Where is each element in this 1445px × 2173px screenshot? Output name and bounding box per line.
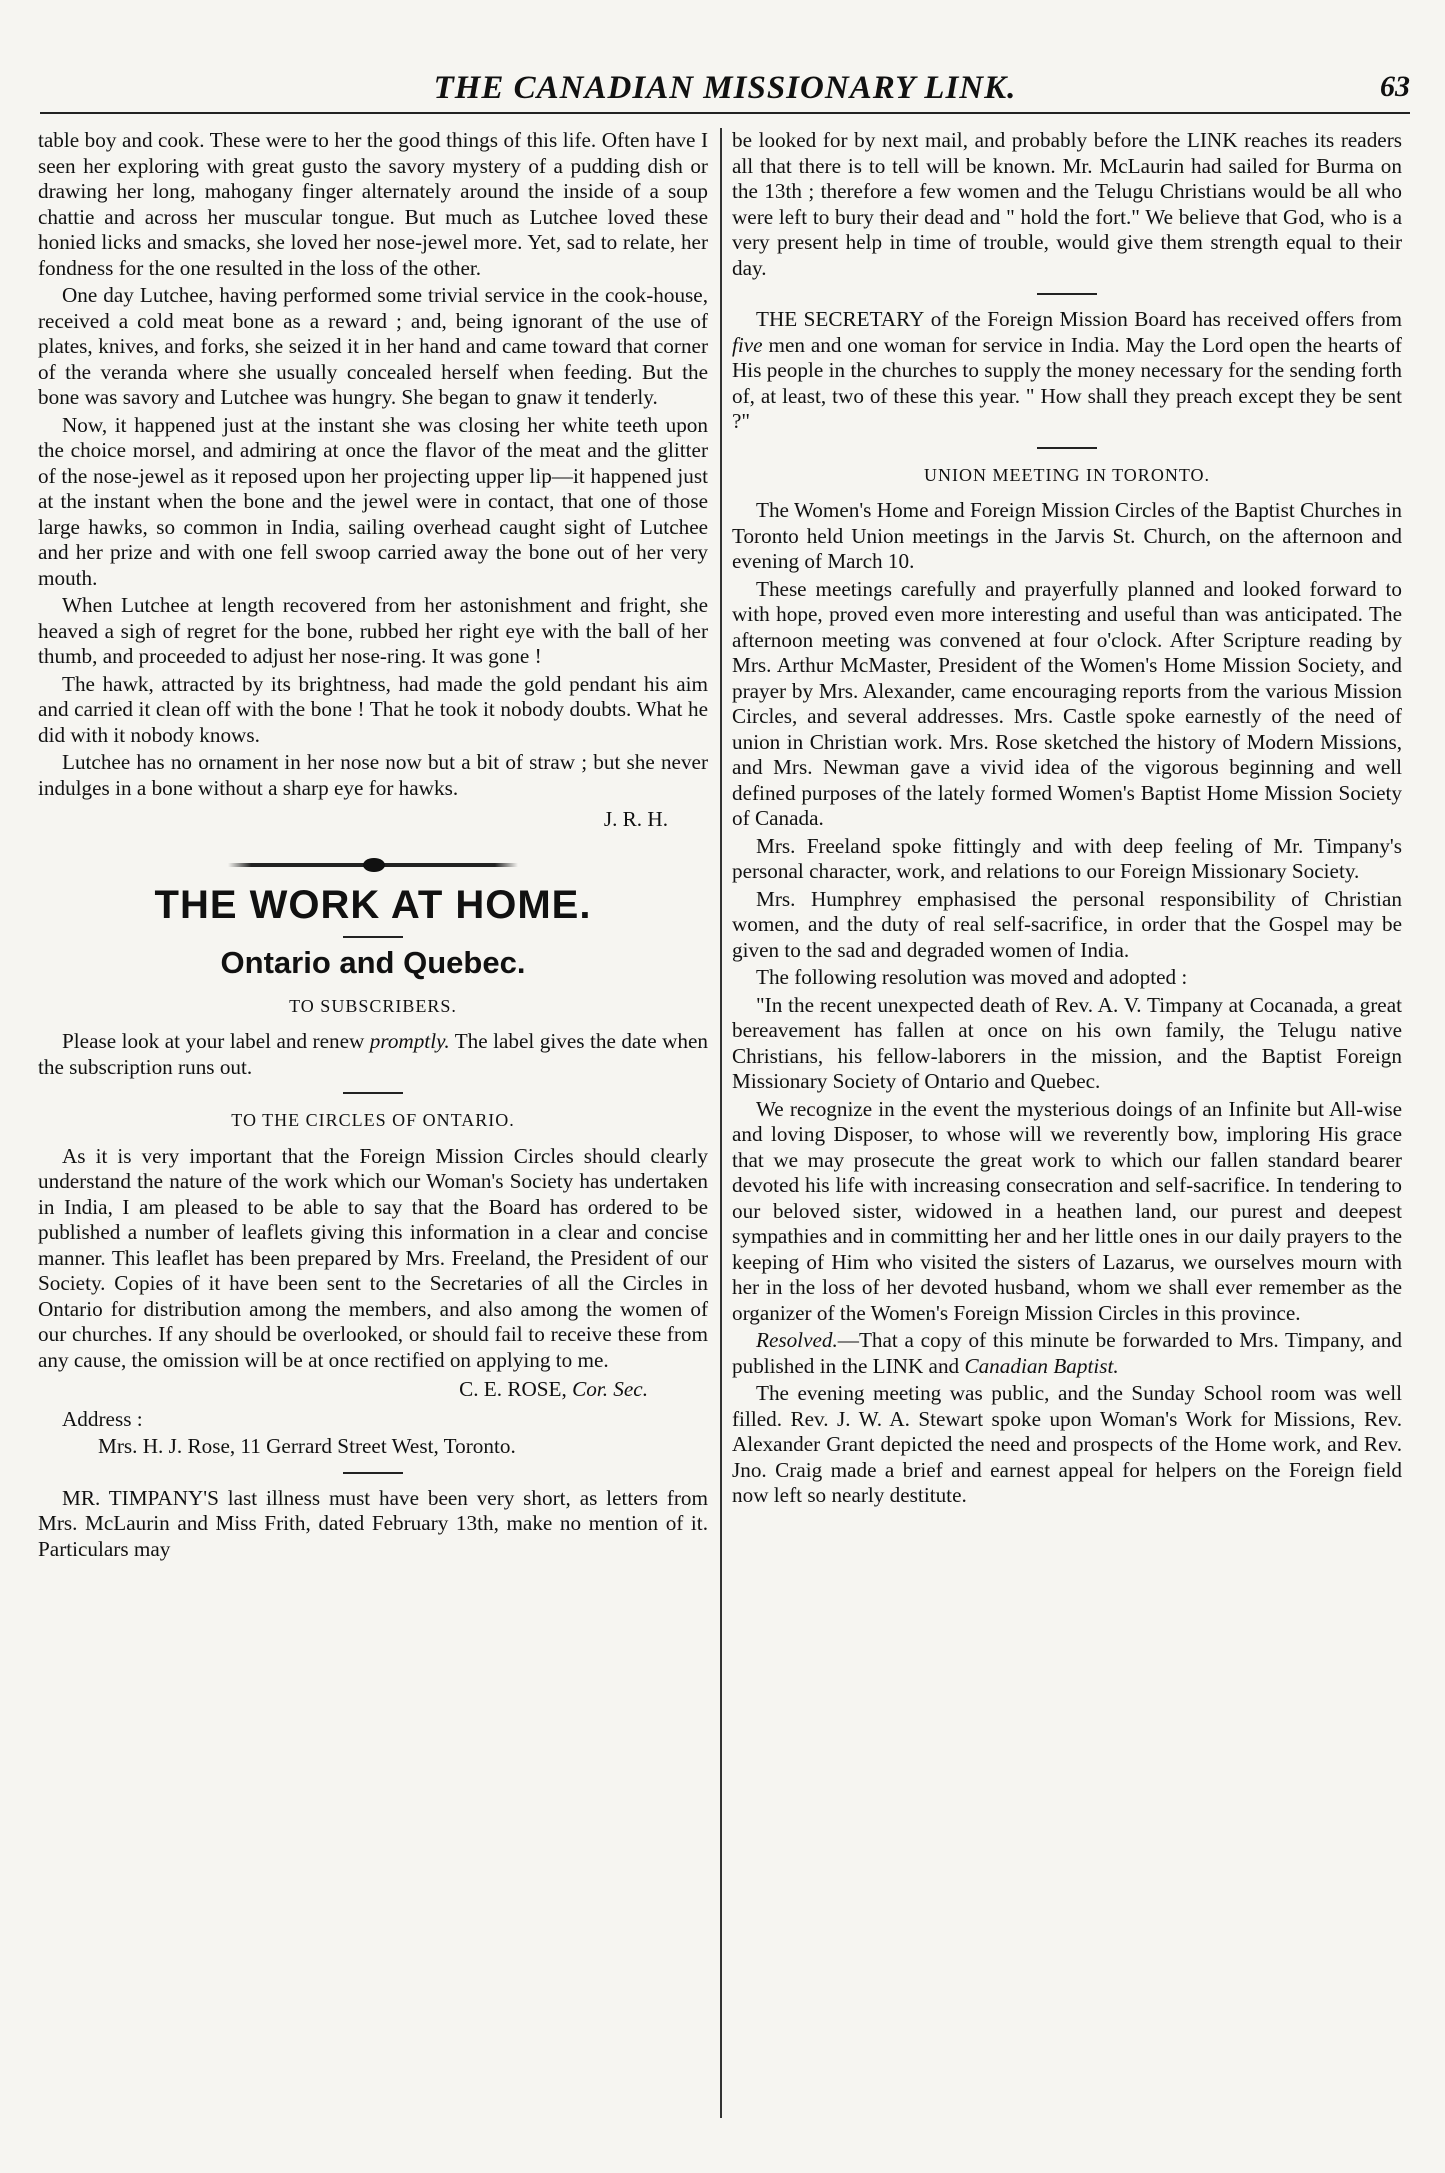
journal-title: THE CANADIAN MISSIONARY LINK. xyxy=(433,70,1017,106)
right-column xyxy=(732,128,1402,1511)
column-divider xyxy=(720,128,722,2118)
union-heading: UNION MEETING IN TORONTO. xyxy=(924,464,1210,485)
secretary-paragraph: THE SECRETARY of the Foreign Mission Board has received offers from five men and one woman for service in India. May the Lord open the hearts of His people in the churches to supply the money necessary for the sending forth of, at least, two of these this year. " How shall they preach except they be sent ?" xyxy=(732,307,1402,433)
story-paragraph: table boy and cook. These were to her the good things of this life. Often have I seen her exploring with great gusto the savory mystery of a pudding dish or drawing her long, mahogany finger alternately around the inside of a soup chattie and across her muscular tongue. But much as Lutchee loved these honied licks and smacks, she loved her nose-jewel more. Yet, sad to relate, her fondness for the one resulted in the loss of the other. xyxy=(38,128,708,280)
section-title: THE WORK AT HOME. xyxy=(154,882,592,927)
left-column xyxy=(38,128,708,1564)
union-paragraph: The following resolution was moved and adopted : xyxy=(756,965,1188,989)
story-paragraph: Now, it happened just at the instant she was closing her white teeth upon the choice morsel, and admiring at once the flavor of the meat and the glitter of the nose-jewel as it reposed upon her projecting upper lip—it happened just at the instant when the bone and the jewel were in contact, that one of those large hawks, so common in India, sailing overhead caught sight of Lutchee and her prize and with one fell swoop carried away the bone out of her very mouth. xyxy=(38,412,708,590)
evening-paragraph: The evening meeting was public, and the Sunday School room was well filled. Rev. J. W. A. Stewart spoke upon Woman's Work for Missions, Rev. Alexander Grant depicted the need and prospects of the Home work, and Rev. Jno. Craig made a brief and earnest appeal for helpers on the Foreign field now left so nearly destitute. xyxy=(732,1381,1402,1507)
subscribers-heading: TO SUBSCRIBERS. xyxy=(289,995,457,1016)
timpany-paragraph: MR. TIMPANY'S last illness must have been very short, as letters from Mrs. McLaurin and Miss Frith, dated February 13th, make no mention of it. Particulars may xyxy=(38,1485,708,1561)
resolved-paragraph: Resolved.—That a copy of this minute be forwarded to Mrs. Timpany, and published in the LINK and Canadian Baptist. xyxy=(732,1328,1402,1378)
story-paragraph: The hawk, attracted by its brightness, had made the gold pendant his aim and carried it clean off with the bone ! That he took it nobody doubts. What he did with it nobody knows. xyxy=(38,671,708,747)
resolution-paragraph: We recognize in the event the mysterious doings of an Infinite but All-wise and loving Disposer, to whose will we reverently bow, imploring His grace that we may prosecute the great work to which our fallen standard bearer devoted his life with increasing consecration and self-sacrifice. In tendering to our beloved sister, widowed in a heathen land, our purest and deepest sympathies and in committing her and her little ones in our daily prayers to the keeping of Him who visited the sisters of Lazarus, we ourselves mourn with her in the loss of her devoted husband, whom we shall ever remember as the organizer of the Women's Foreign Mission Circles in this province. xyxy=(732,1096,1402,1325)
circles-heading: TO THE CIRCLES OF ONTARIO. xyxy=(231,1110,515,1130)
union-paragraph: The Women's Home and Foreign Mission Circles of the Baptist Churches in Toronto held Union meetings in the Jarvis St. Church, on the afternoon and evening of March 10. xyxy=(732,498,1402,573)
union-paragraph: These meetings carefully and prayerfully planned and looked forward to with hope, proved even more interesting and useful than was anticipated. The afternoon meeting was convened at four o'clock. After Scripture reading by Mrs. Arthur McMaster, President of the Women's Home Mission Society, and prayer by Mrs. Alexander, came encouraging reports from the various Mission Circles, and several addresses. Mrs. Castle spoke earnestly of the need of union in Christian work. Mrs. Rose sketched the history of Modern Missions, and Mrs. Newman gave a vivid idea of the vigorous beginning and well defined purposes of the lately formed Women's Baptist Home Mission Society of Canada. xyxy=(732,576,1402,830)
divider xyxy=(1037,293,1097,295)
subscribers-notice: Please look at your label and renew promptly. The label gives the date when the subscription runs out. xyxy=(38,1029,708,1079)
story-paragraph: When Lutchee at length recovered from her astonishment and fright, she heaved a sigh of regret for the bone, rubbed her right eye with the ball of her thumb, and proceeded to adjust her nose-ring. It was gone ! xyxy=(38,593,708,668)
union-paragraph: Mrs. Humphrey emphasised the personal responsibility of Christian women, and the duty of real self-sacrifice, in order that the Gospel may be given to the sad and degraded women of India. xyxy=(732,886,1402,962)
page-header xyxy=(40,68,1410,114)
divider xyxy=(1037,447,1097,449)
union-paragraph: Mrs. Freeland spoke fittingly and with deep feeling of Mr. Timpany's personal character, work, and relations to our Foreign Missionary Society. xyxy=(732,833,1402,883)
ornamental-rule xyxy=(228,863,518,867)
divider xyxy=(343,1092,403,1094)
circles-signature: C. E. ROSE, Cor. Sec. xyxy=(459,1377,648,1401)
page-number: 63 xyxy=(1380,70,1410,103)
address-label: Address : xyxy=(62,1406,143,1431)
divider xyxy=(343,936,403,938)
story-paragraph: Lutchee has no ornament in her nose now but a bit of straw ; but she never indulges in a bone without a sharp eye for hawks. xyxy=(38,750,708,800)
story-signature: J. R. H. xyxy=(603,807,668,831)
address-line: Mrs. H. J. Rose, 11 Gerrard Street West, Toronto. xyxy=(98,1434,516,1458)
divider xyxy=(343,1472,403,1474)
news-paragraph: be looked for by next mail, and probably before the LINK reaches its readers all that there is to tell will be known. Mr. McLaurin had sailed for Burma on the 13th ; therefore a few women and the Telugu Christians would be all who were left to bury their dead and " hold the fort." We believe that God, who is a very present help in time of trouble, would give them strength equal to their day. xyxy=(732,128,1402,280)
resolution-paragraph: "In the recent unexpected death of Rev. A. V. Timpany at Cocanada, a great bereavement has fallen at once on his own family, the Telugu native Christians, his fellow-laborers in the mission, and the Baptist Foreign Missionary Society of Ontario and Quebec. xyxy=(732,992,1402,1093)
subsection-title: Ontario and Quebec. xyxy=(220,945,526,980)
story-paragraph: One day Lutchee, having performed some trivial service in the cook-house, received a cold meat bone as a reward ; and, being ignorant of the use of plates, knives, and forks, she seized it in her hand and came toward that corner of the veranda where she usually concealed herself when feeding. But the bone was savory and Lutchee was hungry. She began to gnaw it tenderly. xyxy=(38,283,708,409)
circles-paragraph: As it is very important that the Foreign Mission Circles should clearly understand the nature of the work which our Woman's Society has undertaken in India, I am pleased to be able to say that the Board has ordered to be published a number of leaflets giving this information in a clear and concise manner. This leaflet has been prepared by Mrs. Freeland, the President of our Society. Copies of it have been sent to the Secretaries of all the Circles in Ontario for distribution among the members, and also among the women of our churches. If any should be overlooked, or should fail to receive these from any cause, the omission will be at once rectified on applying to me. xyxy=(38,1143,708,1372)
